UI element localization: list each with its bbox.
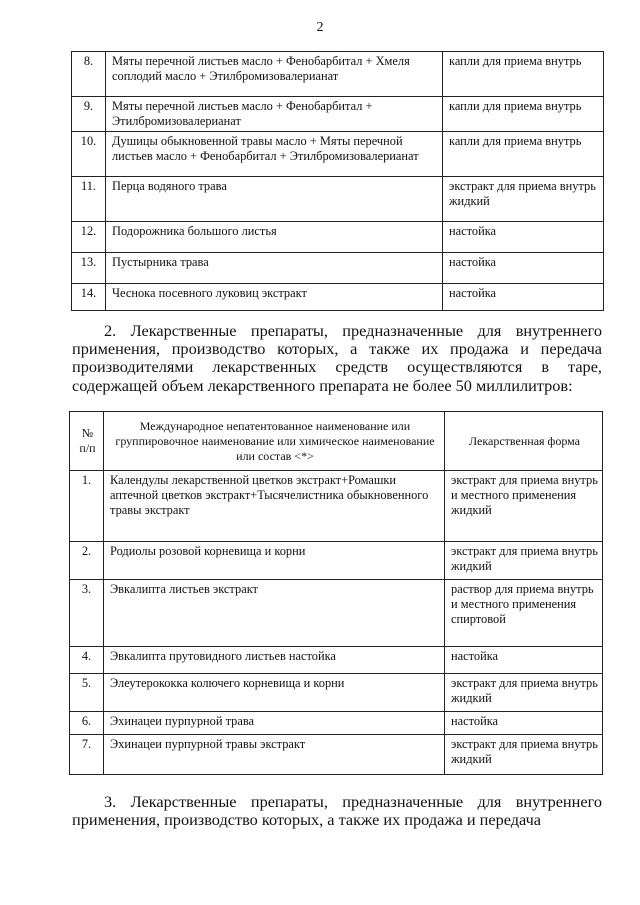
drug-name: Душицы обыкновенной травы масло + Мяты перечной листьев масло + Фенобарбитал + Этилбромизовалерианат — [106, 132, 443, 177]
drug-form: экстракт для приема внутрь жидкий — [443, 177, 604, 222]
drug-name: Пустырника трава — [106, 253, 443, 284]
drug-name: Эвкалипта листьев экстракт — [104, 580, 445, 647]
drug-name: Календулы лекарственной цветков экстракт+Ромашки аптечной цветков экстракт+Тысячелистника обыкновенного травы экстракт — [104, 471, 445, 542]
header-number: № п/п — [70, 412, 104, 471]
row-number: 6. — [70, 712, 104, 735]
table-row — [72, 222, 604, 253]
page-number: 2 — [316, 20, 324, 35]
drug-name: Родиолы розовой корневища и корни — [104, 542, 445, 580]
row-number: 11. — [72, 177, 106, 222]
table-row — [70, 674, 603, 712]
table-row — [72, 284, 604, 311]
drug-name: Элеутерококка колючего корневища и корни — [104, 674, 445, 712]
header-name: Международное непатентованное наименование или группировочное наименование или химическое наименование или состав <*> — [104, 412, 445, 471]
medicines-table-continued — [71, 51, 604, 311]
table-row — [70, 542, 603, 580]
row-number: 8. — [72, 52, 106, 97]
drug-form: раствор для приема внутрь и местного применения спиртовой — [445, 580, 603, 647]
drug-form: настойка — [443, 284, 604, 311]
paragraph-3-text: 3. Лекарственные препараты, предназначенные для внутреннего применения, производство которых, а также их продажа и передача — [72, 792, 602, 830]
row-number: 5. — [70, 674, 104, 712]
drug-name: Чеснока посевного луковиц экстракт — [106, 284, 443, 311]
table-header-row — [70, 412, 603, 471]
table-row — [70, 735, 603, 775]
drug-form: экстракт для приема внутрь жидкий — [445, 674, 603, 712]
table-row — [70, 712, 603, 735]
drug-name: Подорожника большого листья — [106, 222, 443, 253]
row-number: 7. — [70, 735, 104, 775]
drug-form: капли для приема внутрь — [443, 97, 604, 132]
drug-name: Мяты перечной листьев масло + Фенобарбитал + Хмеля соплодий масло + Этилбромизовалерианат — [106, 52, 443, 97]
drug-form: экстракт для приема внутрь жидкий — [445, 735, 603, 775]
paragraph-2-text: 2. Лекарственные препараты, предназначенные для внутреннего применения, производство которых, а также их продажа и передача производителями лекарственных средств осуществляются в таре, содержащей объем лекарственного препарата не более 50 миллилитров: — [72, 321, 602, 395]
row-number: 13. — [72, 253, 106, 284]
drug-form: капли для приема внутрь — [443, 132, 604, 177]
row-number: 10. — [72, 132, 106, 177]
table-row — [72, 177, 604, 222]
row-number: 1. — [70, 471, 104, 542]
drug-name: Перца водяного трава — [106, 177, 443, 222]
drug-name: Эхинацеи пурпурной трава — [104, 712, 445, 735]
drug-name: Эвкалипта прутовидного листьев настойка — [104, 647, 445, 674]
medicines-table-50ml — [69, 411, 603, 775]
row-number: 3. — [70, 580, 104, 647]
table-row — [72, 132, 604, 177]
drug-form: настойка — [445, 712, 603, 735]
paragraph-3 — [72, 793, 602, 829]
drug-form: капли для приема внутрь — [443, 52, 604, 97]
table-row — [72, 97, 604, 132]
table-row — [70, 647, 603, 674]
row-number: 14. — [72, 284, 106, 311]
row-number: 4. — [70, 647, 104, 674]
table-row — [72, 253, 604, 284]
drug-name: Эхинацеи пурпурной травы экстракт — [104, 735, 445, 775]
drug-form: настойка — [445, 647, 603, 674]
drug-form: настойка — [443, 253, 604, 284]
table-row — [70, 471, 603, 542]
drug-form: экстракт для приема внутрь и местного применения жидкий — [445, 471, 603, 542]
paragraph-2 — [72, 322, 602, 395]
table-row — [70, 580, 603, 647]
drug-name: Мяты перечной листьев масло + Фенобарбитал + Этилбромизовалерианат — [106, 97, 443, 132]
row-number: 2. — [70, 542, 104, 580]
table-row — [72, 52, 604, 97]
row-number: 12. — [72, 222, 106, 253]
header-form: Лекарственная форма — [445, 412, 603, 471]
drug-form: настойка — [443, 222, 604, 253]
row-number: 9. — [72, 97, 106, 132]
drug-form: экстракт для приема внутрь жидкий — [445, 542, 603, 580]
